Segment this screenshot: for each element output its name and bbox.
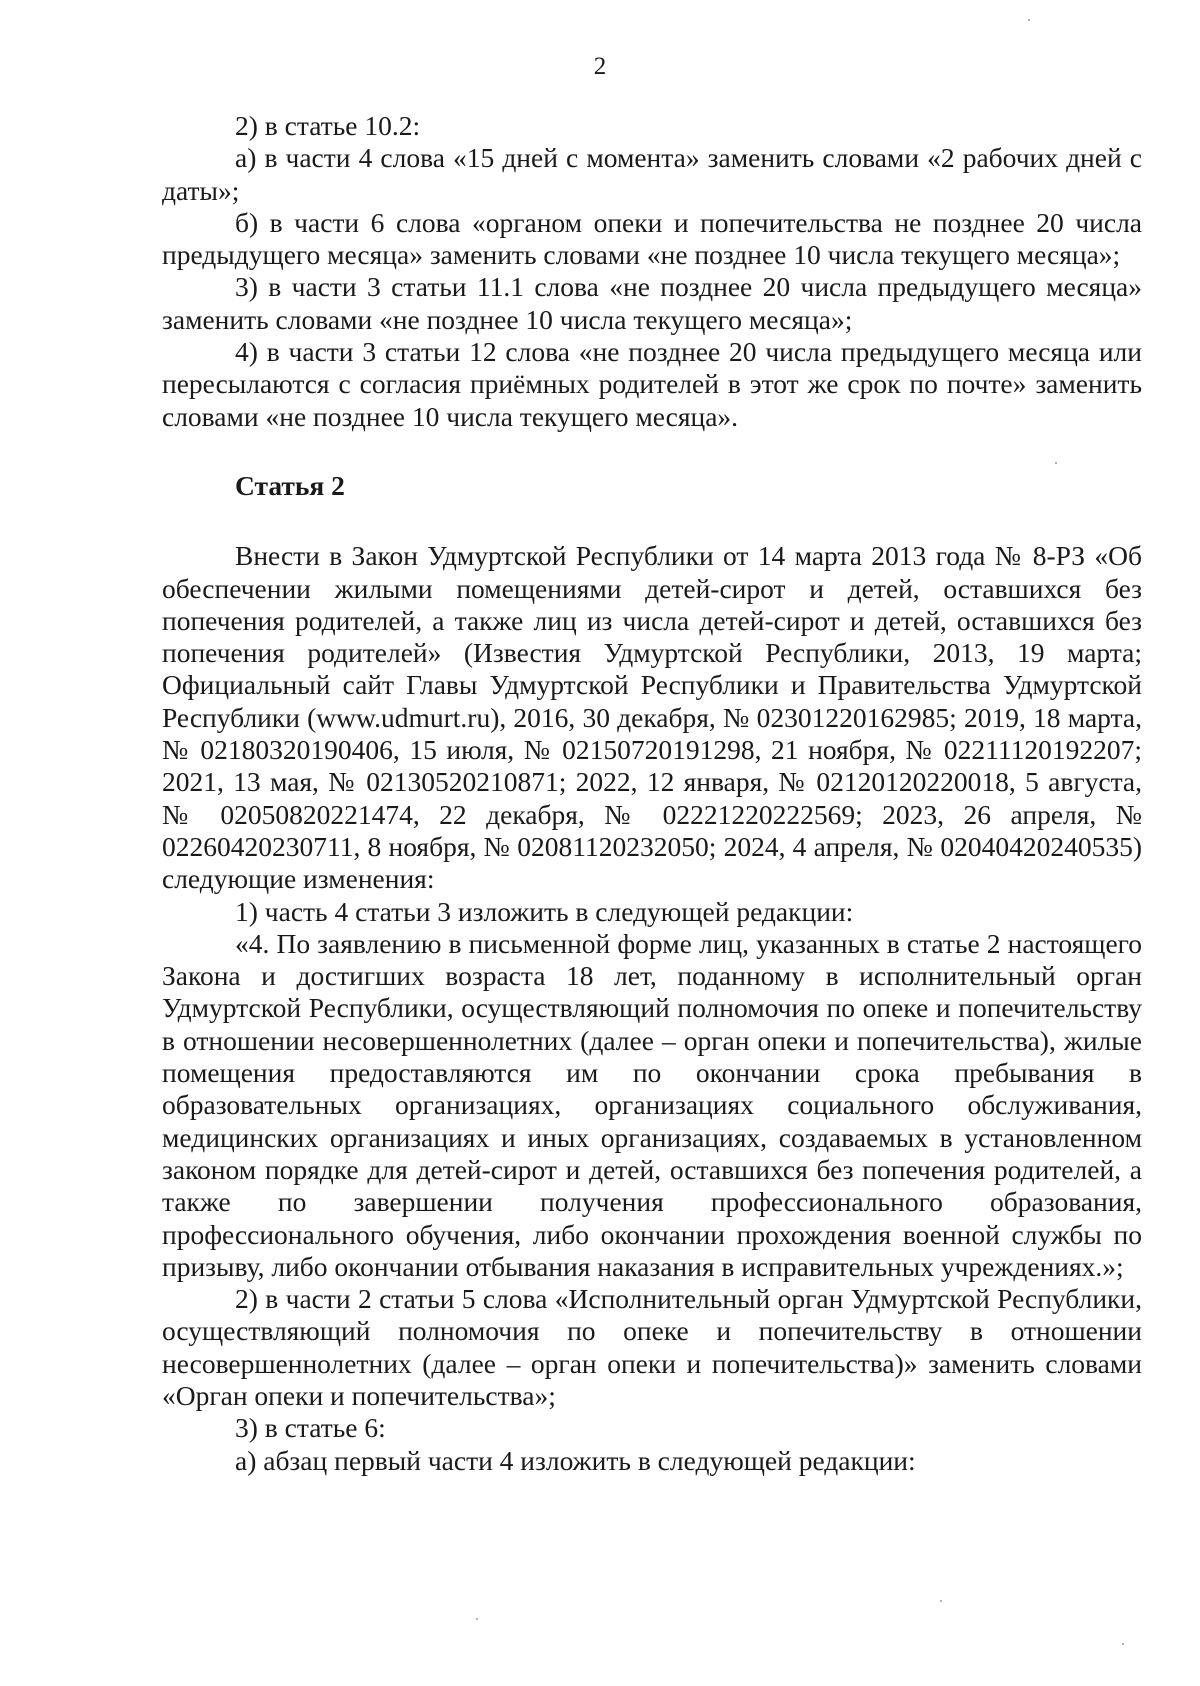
spacer: [162, 502, 1142, 540]
amendment-subitem-a: а) в части 4 слова «15 дней с момента» заменить словами «2 рабочих дней с даты»;: [162, 142, 1142, 206]
document-body: [162, 110, 1142, 1477]
article-2-quoted-part-4: «4. По заявлению в письменной форме лиц, указанных в статье 2 настоящего Закона и достигших возраста 18 лет, поданному в исполнительный орган Удмуртской Республики, осуществляющий полномочия по опеке и попечительству в отношении несовершеннолетних (далее – орган опеки и попечительства), жилые помещения предоставляются им по окончании срока пребывания в образовательных организациях, организациях социального обслуживания, медицинских организациях и иных организациях, создаваемых в установленном законом порядке для детей-сирот и детей, оставшихся без попечения родителей, а также по завершении получения профессионального образования, профессионального обучения, либо окончании прохождения военной службы по призыву, либо окончании отбывания наказания в исправительных учреждениях.»;: [162, 927, 1142, 1282]
article-2-item-3: 3) в статье 6:: [235, 1412, 386, 1444]
spacer: [162, 433, 1142, 470]
scan-speck: [1122, 1643, 1124, 1645]
article-2-subitem-a: а) абзац первый части 4 изложить в следующей редакции:: [235, 1444, 916, 1476]
amendment-item-article-12: 4) в части 3 статьи 12 слова «не позднее 20 числа предыдущего месяца или пересылаются с согласия приёмных родителей в этот же срок по почте» заменить словами «не позднее 10 числа текущего месяца».: [162, 336, 1142, 432]
scan-speck: [1055, 462, 1057, 464]
article-2-item-2: 2) в части 2 статьи 5 слова «Исполнительный орган Удмуртской Республики, осуществляющий полномочия по опеке и попечительству в отношении несовершеннолетних (далее – орган опеки и попечительства)» заменить словами «Орган опеки и попечительства»;: [162, 1283, 1142, 1411]
amendment-item-article-10-2: 2) в статье 10.2:: [235, 110, 421, 141]
scan-speck: [476, 1618, 478, 1620]
scan-speck: [940, 1600, 942, 1602]
page-number: 2: [593, 53, 607, 80]
scan-speck: [1028, 19, 1030, 21]
article-2-item-1: 1) часть 4 статьи 3 изложить в следующей редакции:: [235, 895, 854, 927]
amendment-subitem-b: б) в части 6 слова «органом опеки и попечительства не позднее 20 числа предыдущего месяца» заменить словами «не позднее 10 числа текущего месяца»;: [162, 206, 1142, 271]
article-heading: Статья 2: [235, 469, 345, 501]
amendment-item-article-11-1: 3) в части 3 статьи 11.1 слова «не позднее 20 числа предыдущего месяца» заменить словами «не позднее 10 числа текущего месяца»;: [162, 271, 1142, 335]
article-2-intro-paragraph: Внести в Закон Удмуртской Республики от 14 марта 2013 года № 8-РЗ «Об обеспечении жилыми помещениями детей-сирот и детей, оставшихся без попечения родителей, а также лиц из числа детей-сирот и детей, оставшихся без попечения родителей» (Известия Удмуртской Республики, 2013, 19 марта; Официальный сайт Главы Удмуртской Республики и Правительства Удмуртской Республики (www.udmurt.ru), 2016, 30 декабря, № 02301220162985; 2019, 18 марта, № 02180320190406, 15 июля, № 02150720191298, 21 ноября, № 02211120192207; 2021, 13 мая, № 02130520210871; 2022, 12 января, № 02120120220018, 5 августа, № 02050820221474, 22 декабря, № 02221220222569; 2023, 26 апреля, № 02260420230711, 8 ноября, № 02081120232050; 2024, 4 апреля, № 02040420240535) следующие изменения:: [162, 540, 1142, 895]
